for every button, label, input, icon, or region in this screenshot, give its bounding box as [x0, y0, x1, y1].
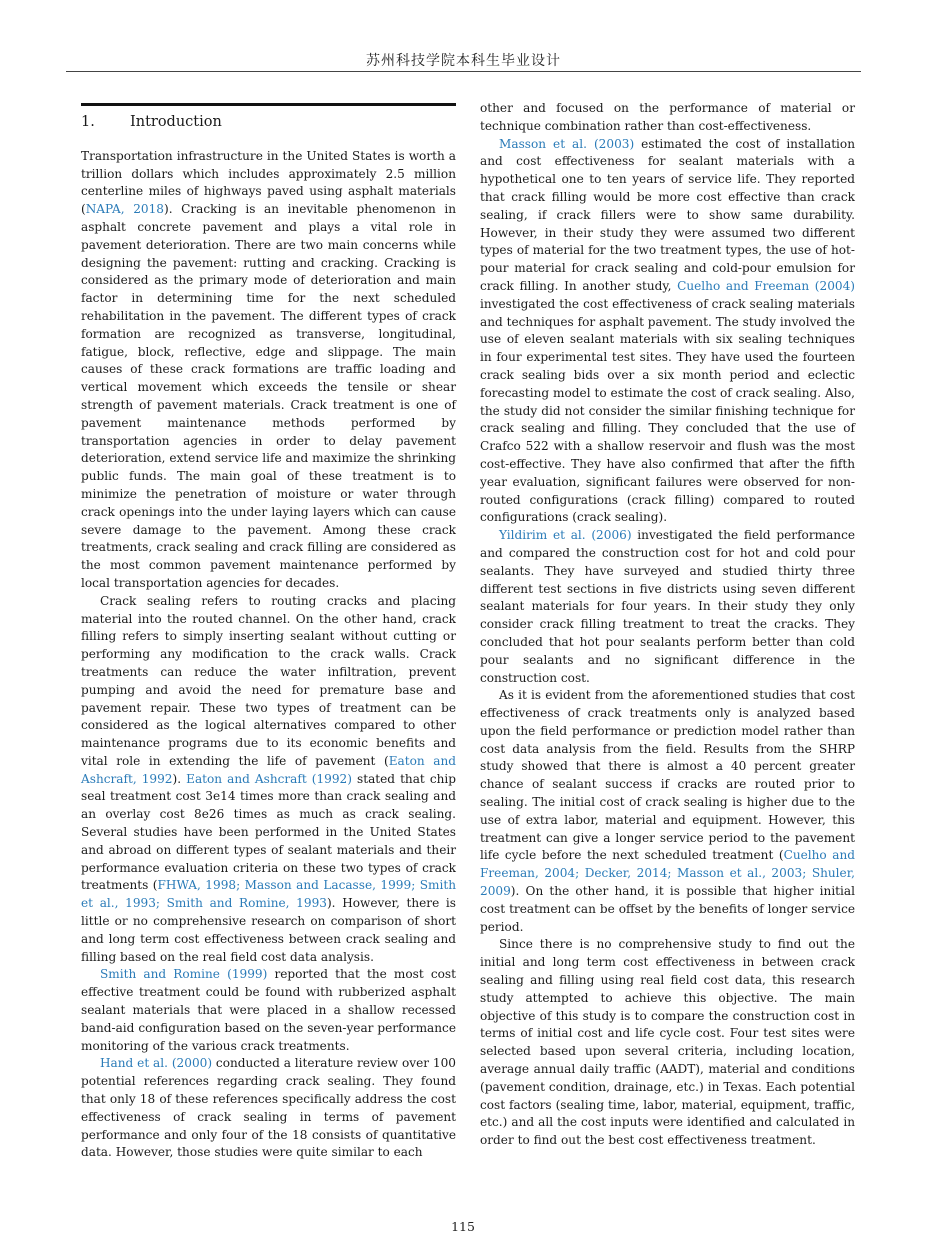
citation-link[interactable]: Yildirim et al. (2006) [499, 528, 632, 543]
left-column [81, 100, 456, 1162]
citation-link[interactable]: Smith and Romine (1999) [100, 967, 268, 982]
citation-link[interactable]: FHWA, 1998; Masson and Lacasse, 1999; Smith et al., 1993; Smith and Romine, 1993 [81, 878, 456, 911]
citation-link[interactable]: Hand et al. (2000) [100, 1056, 213, 1071]
citation-link[interactable]: Cuelho and Freeman, 2004; Decker, 2014; Masson et al., 2003; Shuler, 2009 [480, 848, 855, 899]
paragraph: Hand et al. (2000) conducted a literature review over 100 potential references regarding crack sealing. They found that only 18 of these references specifically address the cost effectiveness of crack sealing in terms of pavement performance and only four of the 18 consists of quantitative data. However, those studies were quite similar to each [81, 1056, 456, 1160]
section-title: Introduction [130, 114, 222, 130]
paragraph: Smith and Romine (1999) reported that the most cost effective treatment could be found with rubberized asphalt sealant materials that were placed in a shallow recessed band-aid configuration based on the seven-year performance monitoring of the various crack treatments. [81, 967, 456, 1053]
citation-link[interactable]: Cuelho and Freeman (2004) [677, 278, 856, 293]
paragraph: As it is evident from the aforementioned studies that cost effectiveness of crack treatments only is analyzed based upon the field performance or prediction model rather than cost data analysis from the field. Results from the SHRP study showed that there is almost a 40 percent greater chance of sealant success if cracks are routed prior to sealing. The initial cost of crack sealing is higher due to the use of extra labor, material and equipment. However, this treatment can give a longer service period to the pavement life cycle before the next scheduled treatment (Cuelho and Freeman, 2004; Decker, 2014; Masson et al., 2003; Shuler, 2009). On the other hand, it is possible that higher initial cost treatment can be offset by the benefits of longer service period. [480, 688, 855, 934]
citation-link[interactable]: Eaton and Ashcraft, 1992 [81, 753, 456, 786]
section-heading [81, 114, 456, 132]
header-rule [66, 71, 861, 72]
page-number: 115 [451, 1219, 475, 1234]
citation-link[interactable]: Masson et al. (2003) [499, 136, 635, 151]
paragraph: Transportation infrastructure in the United States is worth a trillion dollars which includes approximately 2.5 million centerline miles of highways paved using asphalt materials (NAPA, 2018). Cracking is an inevitable phenomenon in asphalt concrete pavement and plays a vital role in pavement deterioration. There are two main concerns while designing the pavement: rutting and cracking. Cracking is considered as the primary mode of deterioration and main factor in determining time for the next scheduled rehabilitation in the pavement. The different types of crack formation are recognized as transverse, longitudinal, fatigue, block, reflective, edge and slippage. The main causes of these crack formations are traffic loading and vertical movement which exceeds the tensile or shear strength of pavement materials. Crack treatment is one of pavement maintenance methods performed by transportation agencies in order to delay pavement deterioration, extend service life and maximize the shrinking public funds. The main goal of these treatment is to minimize the penetration of moisture or water through crack openings into the under laying layers which can cause severe damage to the pavement. Among these crack treatments, crack sealing and crack filling are considered as the most common pavement maintenance performed by local transportation agencies for decades. [81, 148, 456, 590]
citation-link[interactable]: NAPA, 2018 [85, 202, 164, 217]
running-header: 苏州科技学院本科生毕业设计 [366, 53, 561, 69]
paragraph: Since there is no comprehensive study to find out the initial and long term cost effectiveness in between crack sealing and filling using real field cost data, this research study attempted to achieve this objective. The main objective of this study is to compare the construction cost in terms of initial cost and life cycle cost. Four test sites were selected based upon several criteria, including location, average annual daily traffic (AADT), material and conditions (pavement condition, drainage, etc.) in Texas. Each potential cost factors (sealing time, labor, material, equipment, traffic, etc.) and all the cost inputs were identified and calculated in order to find out the best cost effectiveness treatment. [480, 937, 855, 1148]
citation-link[interactable]: Eaton and Ashcraft (1992) [186, 771, 352, 786]
paragraph: Crack sealing refers to routing cracks and placing material into the routed channel. On the other hand, crack filling refers to simply inserting sealant without cutting or performing any modification to the crack walls. Crack treatments can reduce the water infiltration, prevent pumping and avoid the need for premature base and pavement repair. These two types of treatment can be considered as the logical alternatives compared to other maintenance programs due to its economic benefits and vital role in extending the life of pavement (Eaton and Ashcraft, 1992). Eaton and Ashcraft (1992) stated that chip seal treatment cost 3e14 times more than crack sealing and an overlay cost 8e26 times as much as crack sealing. Several studies have been performed in the United States and abroad on different types of sealant materials and their performance evaluation criteria on these two types of crack treatments (FHWA, 1998; Masson and Lacasse, 1999; Smith et al., 1993; Smith and Romine, 1993). However, there is little or no comprehensive research on comparison of short and long term cost effectiveness between crack sealing and filling based on the real field cost data analysis. [81, 593, 456, 964]
paragraph: Masson et al. (2003) estimated the cost of installation and cost effectiveness for sealant materials with a hypothetical one to ten years of service life. They reported that crack filling would be more cost effective than crack sealing, if crack fillers were to show same durability. However, in their study they were assumed two different types of material for the two treatment types, the use of hot-pour material for crack sealing and cold-pour emulsion for crack filling. In another study, Cuelho and Freeman (2004) investigated the cost effectiveness of crack sealing materials and techniques for asphalt pavement. The study involved the use of eleven sealant materials with six sealing techniques in four experimental test sites. They have used the fourteen crack sealing bids over a six month period and eclectic forecasting model to estimate the cost of crack sealing. Also, the study did not consider the similar finishing technique for crack sealing and filling. They concluded that the use of Crafco 522 with a shallow reservoir and flush was the most cost-effective. They have also confirmed that after the fifth year evaluation, significant failures were observed for non-routed configurations (crack filling) compared to routed configurations (crack sealing). [480, 136, 856, 525]
paragraph: other and focused on the performance of material or technique combination rather than cost-effectiveness. [480, 101, 855, 133]
section-number: 1. [81, 114, 95, 130]
right-column [480, 100, 855, 1150]
section-rule [81, 103, 456, 106]
paragraph: Yildirim et al. (2006) investigated the field performance and compared the construction cost for hot and cold pour sealants. They have surveyed and studied thirty three different test sections in five districts using seven different sealant materials for four years. In their study they only consider crack filling treatment to treat the cracks. They concluded that hot pour sealants perform better than cold pour sealants and no significant difference in the construction cost. [480, 528, 856, 685]
